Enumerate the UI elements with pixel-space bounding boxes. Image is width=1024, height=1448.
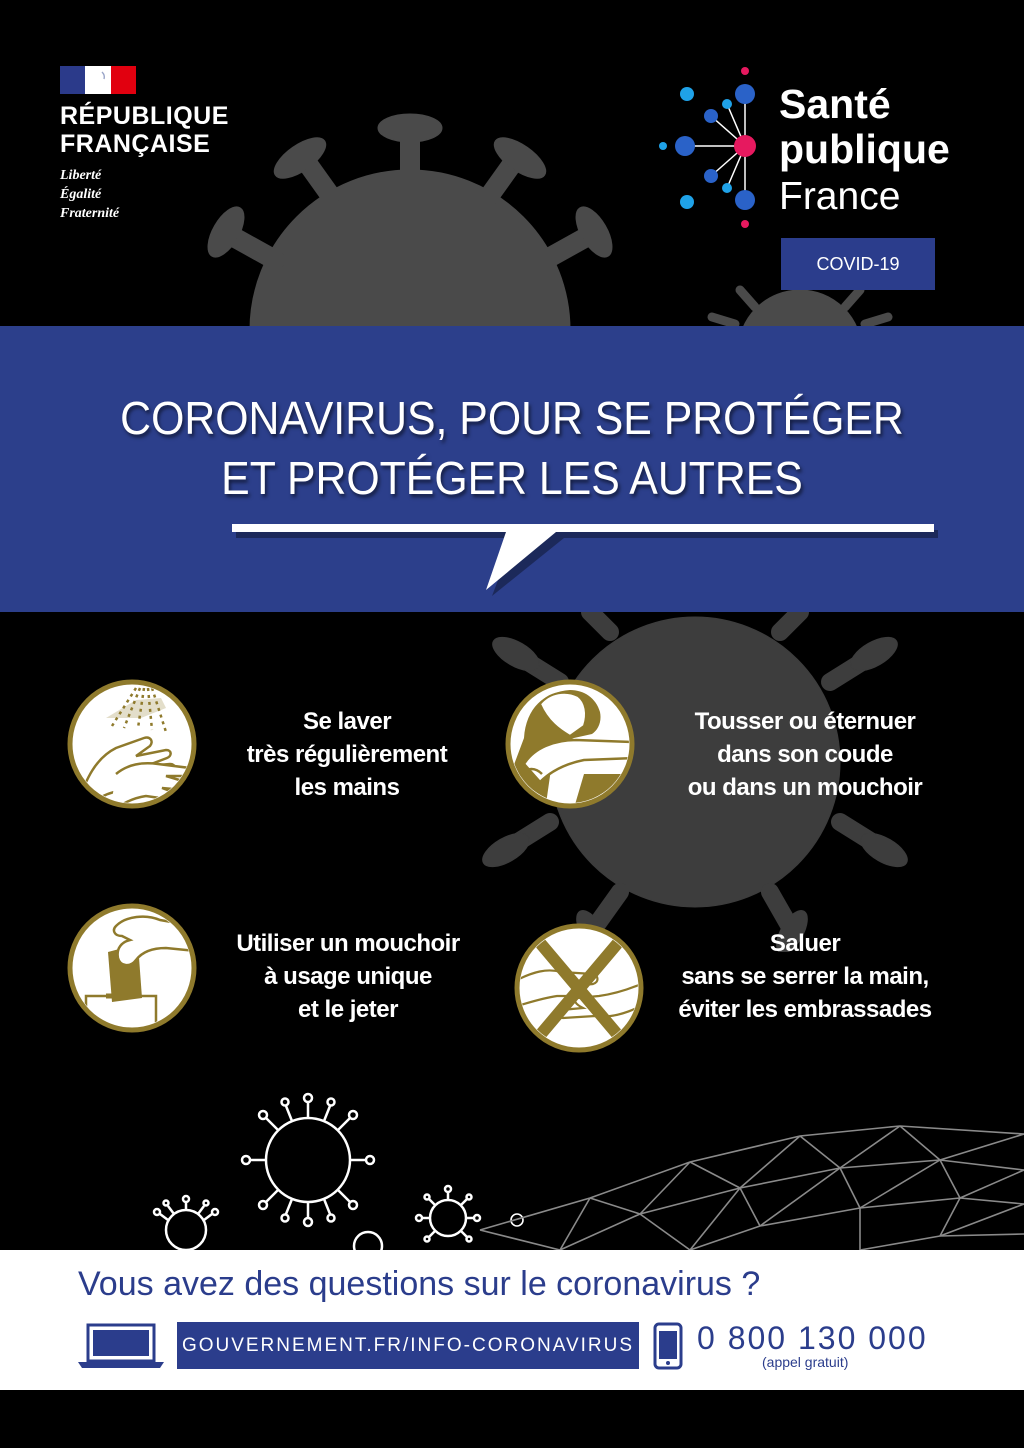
headline-line1: CORONAVIRUS, POUR SE PROTÉGER xyxy=(120,392,904,444)
smartphone-icon xyxy=(653,1322,683,1370)
motto-egalite: Égalité xyxy=(60,187,102,202)
info-url-link[interactable]: GOUVERNEMENT.FR/INFO-CORONAVIRUS xyxy=(177,1322,639,1369)
spf-line3: France xyxy=(779,175,901,218)
laptop-icon xyxy=(76,1322,166,1370)
gesture-tissue xyxy=(210,927,486,1026)
spf-line1: Santé xyxy=(779,81,891,127)
gesture-tissue-line1: Utiliser un mouchoir xyxy=(236,930,460,957)
gesture-cough-line1: Tousser ou éternuer xyxy=(694,708,916,735)
headline-line2: ET PROTÉGER LES AUTRES xyxy=(221,452,803,504)
spf-line2: publique xyxy=(779,126,950,172)
motto-liberte: Liberté xyxy=(60,168,102,183)
motto-fraternite: Fraternité xyxy=(60,206,120,221)
hand-washing-icon xyxy=(66,678,198,810)
gesture-wash-hands xyxy=(217,705,477,804)
republique-line1: RÉPUBLIQUE xyxy=(60,102,229,130)
tissue-icon xyxy=(66,902,198,1034)
cough-elbow-icon xyxy=(504,678,636,810)
republique-line2: FRANÇAISE xyxy=(60,130,211,158)
gesture-cough xyxy=(655,705,955,804)
gesture-cough-line2: dans son coude xyxy=(717,741,893,768)
republique-francaise-logo xyxy=(60,66,260,223)
gesture-wash-line1: Se laver xyxy=(302,708,392,735)
phone-number[interactable]: 0 800 130 000 xyxy=(697,1320,928,1356)
mesh-network-decoration xyxy=(440,1118,1024,1250)
gesture-tissue-line3: et le jeter xyxy=(298,996,398,1023)
gesture-greeting xyxy=(645,927,965,1026)
gesture-cough-line3: ou dans un mouchoir xyxy=(687,774,923,801)
gesture-greeting-line2: sans se serrer la main, xyxy=(681,963,929,990)
network-dots-icon xyxy=(655,64,770,234)
covid-badge: COVID-19 xyxy=(781,238,935,290)
sante-publique-france-logo xyxy=(655,64,975,234)
gesture-wash-line3: les mains xyxy=(294,774,400,801)
questions-heading: Vous avez des questions sur le coronavirus ? xyxy=(78,1265,761,1303)
gesture-tissue-line2: à usage unique xyxy=(264,963,432,990)
phone-note: (appel gratuit) xyxy=(762,1354,849,1370)
headline xyxy=(36,388,988,508)
gesture-greeting-line3: éviter les embrassades xyxy=(678,996,932,1023)
gesture-wash-line2: très régulièrement xyxy=(246,741,448,768)
speech-bubble-tail xyxy=(0,510,1024,600)
gesture-greeting-line1: Saluer xyxy=(769,930,841,957)
marianne-flag-icon xyxy=(60,66,136,94)
no-handshake-icon xyxy=(513,922,645,1054)
